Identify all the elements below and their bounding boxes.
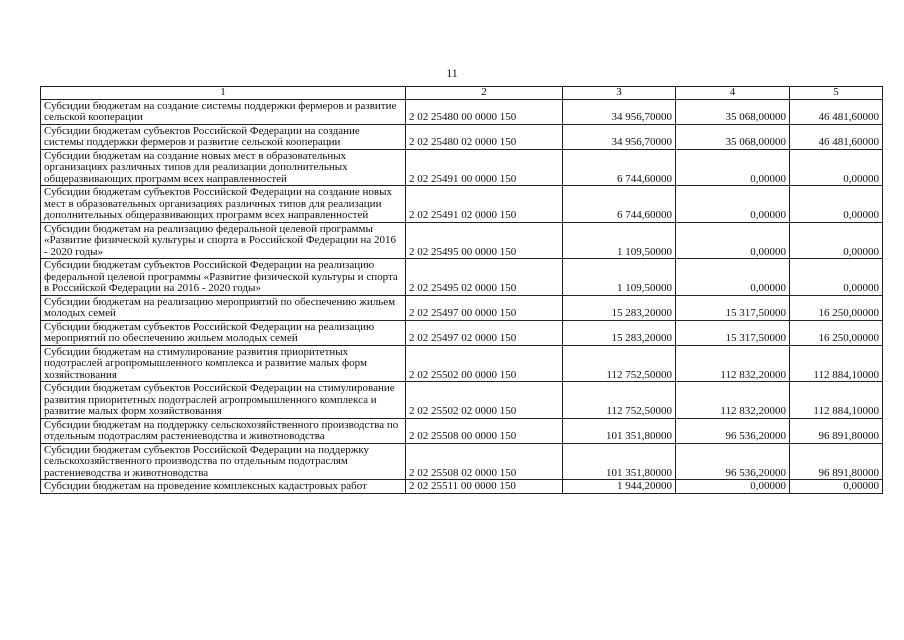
row-value-2021-cell: 112 884,10000 bbox=[790, 345, 883, 382]
row-name-cell: Субсидии бюджетам на реализацию мероприятий по обеспечению жильем молодых семей bbox=[41, 295, 406, 320]
row-name-cell: Субсидии бюджетам субъектов Российской Федерации на создание новых мест в образовательных организациях различных типов для реализации дополнительных общеразвивающих программ всех направленностей bbox=[41, 186, 406, 223]
row-name-cell: Субсидии бюджетам на создание системы поддержки фермеров и развитие сельской кооперации bbox=[41, 99, 406, 124]
row-value-2019-cell: 6 744,60000 bbox=[563, 186, 676, 223]
row-name-cell: Субсидии бюджетам на проведение комплексных кадастровых работ bbox=[41, 480, 406, 494]
row-value-2021-cell: 96 891,80000 bbox=[790, 443, 883, 480]
row-value-2021-cell: 16 250,00000 bbox=[790, 320, 883, 345]
row-name-cell: Субсидии бюджетам субъектов Российской Федерации на поддержку сельскохозяйственного производства по отдельным подотраслям растениеводства и животноводства bbox=[41, 443, 406, 480]
table-header-row bbox=[41, 87, 883, 100]
row-value-2019-cell: 112 752,50000 bbox=[563, 382, 676, 419]
table-row bbox=[41, 149, 883, 186]
row-code-cell: 2 02 25491 02 0000 150 bbox=[406, 186, 563, 223]
row-code-cell: 2 02 25502 00 0000 150 bbox=[406, 345, 563, 382]
row-value-2020-cell: 15 317,50000 bbox=[676, 320, 790, 345]
row-value-2020-cell: 0,00000 bbox=[676, 259, 790, 296]
row-code-cell: 2 02 25495 00 0000 150 bbox=[406, 222, 563, 259]
column-header: 1 bbox=[41, 87, 406, 100]
column-header: 2 bbox=[406, 87, 563, 100]
row-value-2019-cell: 1 109,50000 bbox=[563, 259, 676, 296]
row-value-2019-cell: 1 109,50000 bbox=[563, 222, 676, 259]
row-value-2020-cell: 0,00000 bbox=[676, 222, 790, 259]
row-value-2021-cell: 0,00000 bbox=[790, 149, 883, 186]
row-name-cell: Субсидии бюджетам на поддержку сельскохозяйственного производства по отдельным подотраслям растениеводства и животноводства bbox=[41, 418, 406, 443]
row-value-2021-cell: 0,00000 bbox=[790, 259, 883, 296]
row-name-cell: Субсидии бюджетам на стимулирование развития приоритетных подотраслей агропромышленного комплекса и развитие малых форм хозяйствования bbox=[41, 345, 406, 382]
row-value-2020-cell: 0,00000 bbox=[676, 480, 790, 494]
row-value-2021-cell: 0,00000 bbox=[790, 480, 883, 494]
row-code-cell: 2 02 25480 02 0000 150 bbox=[406, 124, 563, 149]
row-code-cell: 2 02 25497 02 0000 150 bbox=[406, 320, 563, 345]
row-value-2021-cell: 112 884,10000 bbox=[790, 382, 883, 419]
row-value-2019-cell: 112 752,50000 bbox=[563, 345, 676, 382]
row-name-cell: Субсидии бюджетам субъектов Российской Федерации на реализацию федеральной целевой программы «Развитие физической культуры и спорта в Российской Федерации на 2016 - 2020 годы» bbox=[41, 259, 406, 296]
column-header: 4 bbox=[676, 87, 790, 100]
row-value-2021-cell: 46 481,60000 bbox=[790, 124, 883, 149]
row-code-cell: 2 02 25495 02 0000 150 bbox=[406, 259, 563, 296]
table-row bbox=[41, 295, 883, 320]
page-number: 11 bbox=[446, 66, 458, 80]
row-value-2020-cell: 96 536,20000 bbox=[676, 418, 790, 443]
row-value-2019-cell: 1 944,20000 bbox=[563, 480, 676, 494]
row-value-2021-cell: 0,00000 bbox=[790, 222, 883, 259]
table-row bbox=[41, 320, 883, 345]
table-row bbox=[41, 99, 883, 124]
row-code-cell: 2 02 25497 00 0000 150 bbox=[406, 295, 563, 320]
budget-table bbox=[40, 86, 883, 494]
table-row bbox=[41, 480, 883, 494]
row-value-2021-cell: 0,00000 bbox=[790, 186, 883, 223]
row-code-cell: 2 02 25480 00 0000 150 bbox=[406, 99, 563, 124]
row-value-2019-cell: 15 283,20000 bbox=[563, 295, 676, 320]
row-value-2020-cell: 0,00000 bbox=[676, 149, 790, 186]
table-row bbox=[41, 418, 883, 443]
table-row bbox=[41, 345, 883, 382]
column-header: 5 bbox=[790, 87, 883, 100]
row-name-cell: Субсидии бюджетам субъектов Российской Федерации на реализацию мероприятий по обеспечению жильем молодых семей bbox=[41, 320, 406, 345]
row-code-cell: 2 02 25508 02 0000 150 bbox=[406, 443, 563, 480]
row-code-cell: 2 02 25511 00 0000 150 bbox=[406, 480, 563, 494]
row-value-2019-cell: 101 351,80000 bbox=[563, 443, 676, 480]
row-value-2021-cell: 46 481,60000 bbox=[790, 99, 883, 124]
column-header: 3 bbox=[563, 87, 676, 100]
row-code-cell: 2 02 25508 00 0000 150 bbox=[406, 418, 563, 443]
row-value-2020-cell: 112 832,20000 bbox=[676, 345, 790, 382]
row-name-cell: Субсидии бюджетам на создание новых мест в образовательных организациях различных типов для реализации дополнительных общеразвивающих программ всех направленностей bbox=[41, 149, 406, 186]
table-row bbox=[41, 443, 883, 480]
row-value-2021-cell: 16 250,00000 bbox=[790, 295, 883, 320]
row-code-cell: 2 02 25502 02 0000 150 bbox=[406, 382, 563, 419]
row-value-2020-cell: 15 317,50000 bbox=[676, 295, 790, 320]
row-value-2019-cell: 34 956,70000 bbox=[563, 124, 676, 149]
row-value-2020-cell: 35 068,00000 bbox=[676, 99, 790, 124]
table-row bbox=[41, 124, 883, 149]
row-value-2019-cell: 15 283,20000 bbox=[563, 320, 676, 345]
row-value-2020-cell: 96 536,20000 bbox=[676, 443, 790, 480]
row-value-2020-cell: 0,00000 bbox=[676, 186, 790, 223]
row-value-2019-cell: 101 351,80000 bbox=[563, 418, 676, 443]
row-value-2019-cell: 6 744,60000 bbox=[563, 149, 676, 186]
table-row bbox=[41, 259, 883, 296]
row-value-2021-cell: 96 891,80000 bbox=[790, 418, 883, 443]
row-name-cell: Субсидии бюджетам субъектов Российской Федерации на создание системы поддержки фермеров и развитие сельской кооперации bbox=[41, 124, 406, 149]
row-value-2020-cell: 35 068,00000 bbox=[676, 124, 790, 149]
row-value-2020-cell: 112 832,20000 bbox=[676, 382, 790, 419]
table-row bbox=[41, 222, 883, 259]
table-row bbox=[41, 186, 883, 223]
row-name-cell: Субсидии бюджетам на реализацию федеральной целевой программы «Развитие физической культуры и спорта в Российской Федерации на 2016 - 2020 годы» bbox=[41, 222, 406, 259]
row-name-cell: Субсидии бюджетам субъектов Российской Федерации на стимулирование развития приоритетных подотраслей агропромышленного комплекса и развитие малых форм хозяйствования bbox=[41, 382, 406, 419]
row-code-cell: 2 02 25491 00 0000 150 bbox=[406, 149, 563, 186]
table-row bbox=[41, 382, 883, 419]
row-value-2019-cell: 34 956,70000 bbox=[563, 99, 676, 124]
